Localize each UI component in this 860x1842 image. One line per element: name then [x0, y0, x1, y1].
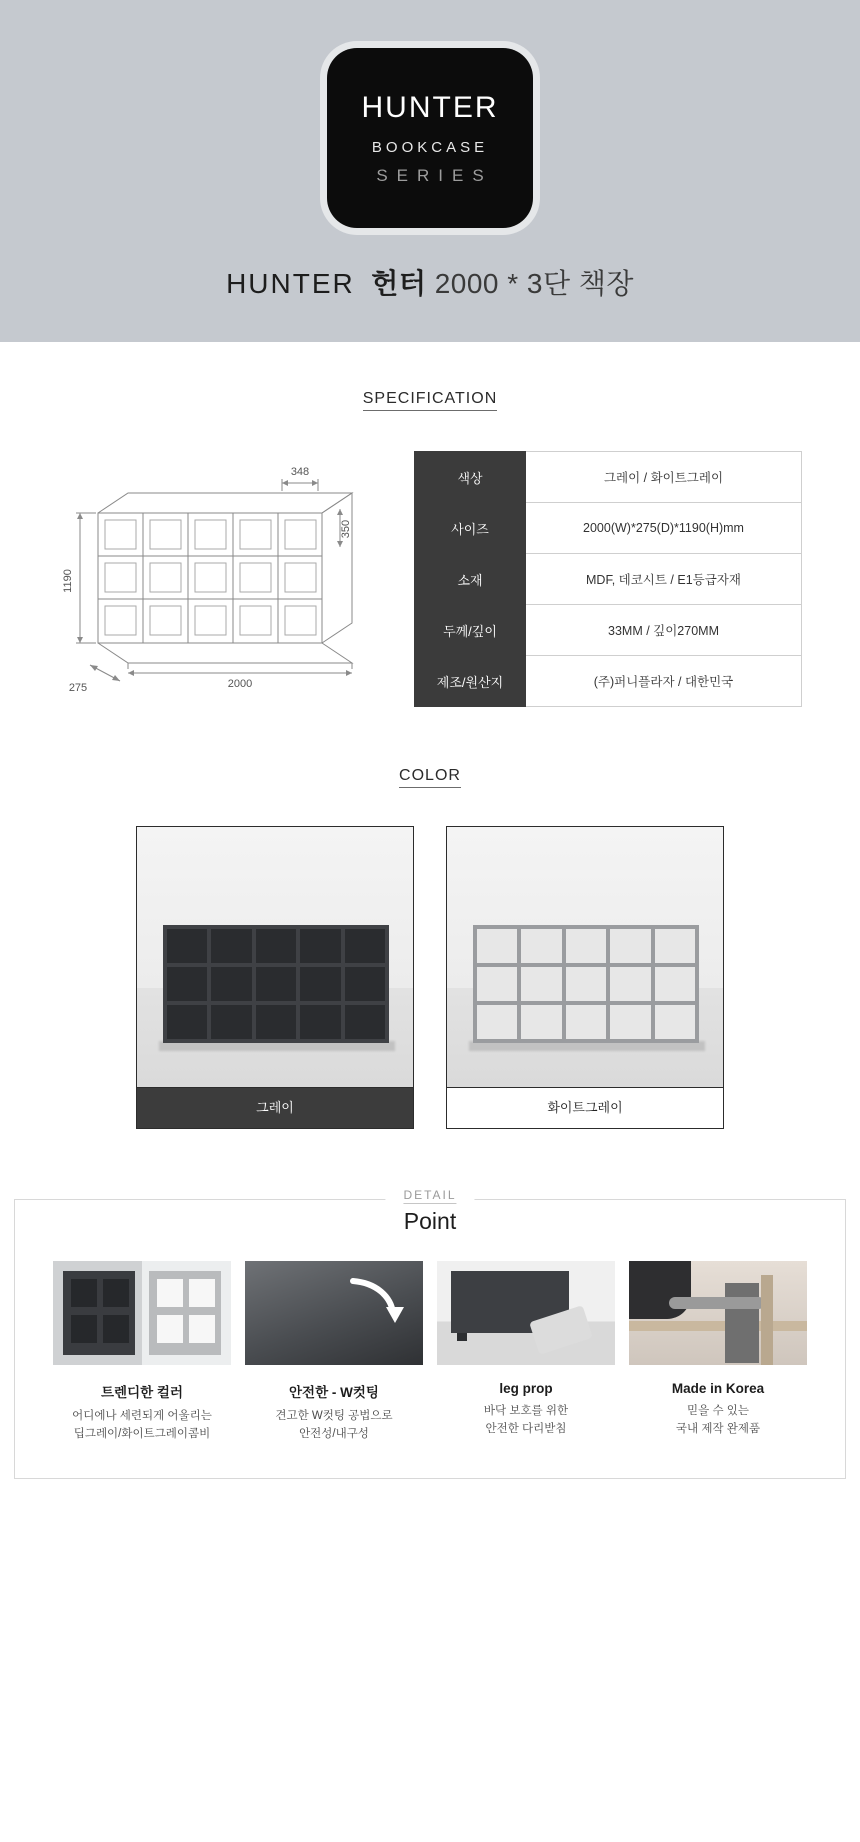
page-title-en: HUNTER [226, 268, 355, 299]
spec-key: 제조/원산지 [415, 656, 526, 707]
brand-logo-line1: HUNTER [361, 90, 499, 124]
hero-banner [0, 0, 860, 342]
spec-key: 색상 [415, 452, 526, 503]
detail-point-title: 트렌디한 컬러 [101, 1385, 183, 1400]
detail-point-image-color [53, 1261, 231, 1365]
detail-point-desc-line1: 견고한 W컷팅 공법으로 [275, 1410, 393, 1422]
detail-point-desc-line1: 믿을 수 있는 [687, 1405, 749, 1417]
detail-point-image-legprop [437, 1261, 615, 1365]
bookcase-illustration-grey [163, 925, 389, 1043]
detail-point-item [437, 1261, 615, 1444]
detail-point-desc [437, 1403, 615, 1439]
page-title [0, 262, 860, 302]
specification-table [414, 451, 802, 707]
specification-table-body [415, 452, 802, 707]
brand-logo-line3: SERIES [376, 165, 493, 185]
color-section [0, 707, 860, 1129]
spec-value: 2000(W)*275(D)*1190(H)mm [526, 503, 802, 554]
color-heading: COLOR [399, 767, 461, 788]
spec-value: (주)퍼니플라자 / 대한민국 [526, 656, 802, 707]
brand-logo [327, 48, 533, 228]
detail-point-list [15, 1261, 845, 1444]
spec-key: 두께/깊이 [415, 605, 526, 656]
color-label-grey: 그레이 [137, 1087, 413, 1128]
detail-point-item [245, 1261, 423, 1444]
specification-body [0, 411, 860, 707]
detail-point-desc-line1: 바닥 보호를 위한 [483, 1405, 569, 1417]
table-row [415, 452, 802, 503]
detail-point-item [53, 1261, 231, 1444]
detail-point-desc-line2: 딥그레이/화이트그레이콤비 [73, 1427, 211, 1440]
detail-point-desc-line2: 안전한 다리받침 [485, 1422, 567, 1435]
detail-point-desc-line2: 국내 제작 완제품 [675, 1422, 761, 1435]
color-label-white-grey: 화이트그레이 [447, 1087, 723, 1128]
detail-point-title: Made in Korea [671, 1381, 765, 1396]
detail-point-image-made-in-korea [629, 1261, 807, 1365]
detail-point-desc [245, 1408, 423, 1444]
bookcase-illustration-white-grey [473, 925, 699, 1043]
detail-point-desc-line2: 안전성/내구성 [299, 1427, 369, 1440]
spec-key: 사이즈 [415, 503, 526, 554]
color-option-white-grey[interactable] [446, 826, 724, 1129]
specification-section [0, 342, 860, 707]
specification-heading-wrap [0, 390, 860, 411]
svg-text:350: 350 [340, 519, 352, 539]
detail-point-title: 안전한 - W컷팅 [289, 1385, 379, 1400]
brand-logo-line2: BOOKCASE [371, 138, 489, 156]
detail-heading [385, 1186, 474, 1235]
spec-key: 소재 [415, 554, 526, 605]
color-photo-white-grey [447, 827, 723, 1087]
detail-title: Point [403, 1208, 457, 1234]
color-heading-wrap [0, 767, 860, 788]
color-option-grey[interactable] [136, 826, 414, 1129]
color-options [0, 788, 860, 1129]
table-row [415, 605, 802, 656]
svg-text:2000: 2000 [227, 678, 253, 690]
rotation-arrow-icon [245, 1261, 423, 1365]
spec-value: MDF, 데코시트 / E1등급자재 [526, 554, 802, 605]
page-title-rest: 2000 * 3단 책장 [434, 268, 634, 299]
table-row [415, 656, 802, 707]
product-dimension-drawing [40, 451, 400, 701]
detail-point-image-wcut [245, 1261, 423, 1365]
detail-point-title: leg prop [499, 1381, 553, 1396]
specification-heading: SPECIFICATION [363, 390, 498, 411]
svg-text:1190: 1190 [62, 569, 74, 593]
color-photo-grey [137, 827, 413, 1087]
detail-point-desc-line1: 어디에나 세련되게 어울리는 [72, 1410, 212, 1422]
page-title-kr: 헌터 [371, 268, 427, 299]
detail-point-item [629, 1261, 807, 1444]
detail-point-section [14, 1188, 846, 1479]
detail-point-desc [629, 1403, 807, 1439]
detail-kicker: DETAIL [403, 1188, 457, 1202]
svg-text:348: 348 [290, 466, 310, 478]
table-row [415, 554, 802, 605]
spec-value: 33MM / 깊이270MM [526, 605, 802, 656]
svg-text:275: 275 [68, 682, 88, 694]
detail-point-desc [53, 1408, 231, 1444]
table-row [415, 503, 802, 554]
spec-value: 그레이 / 화이트그레이 [526, 452, 802, 503]
